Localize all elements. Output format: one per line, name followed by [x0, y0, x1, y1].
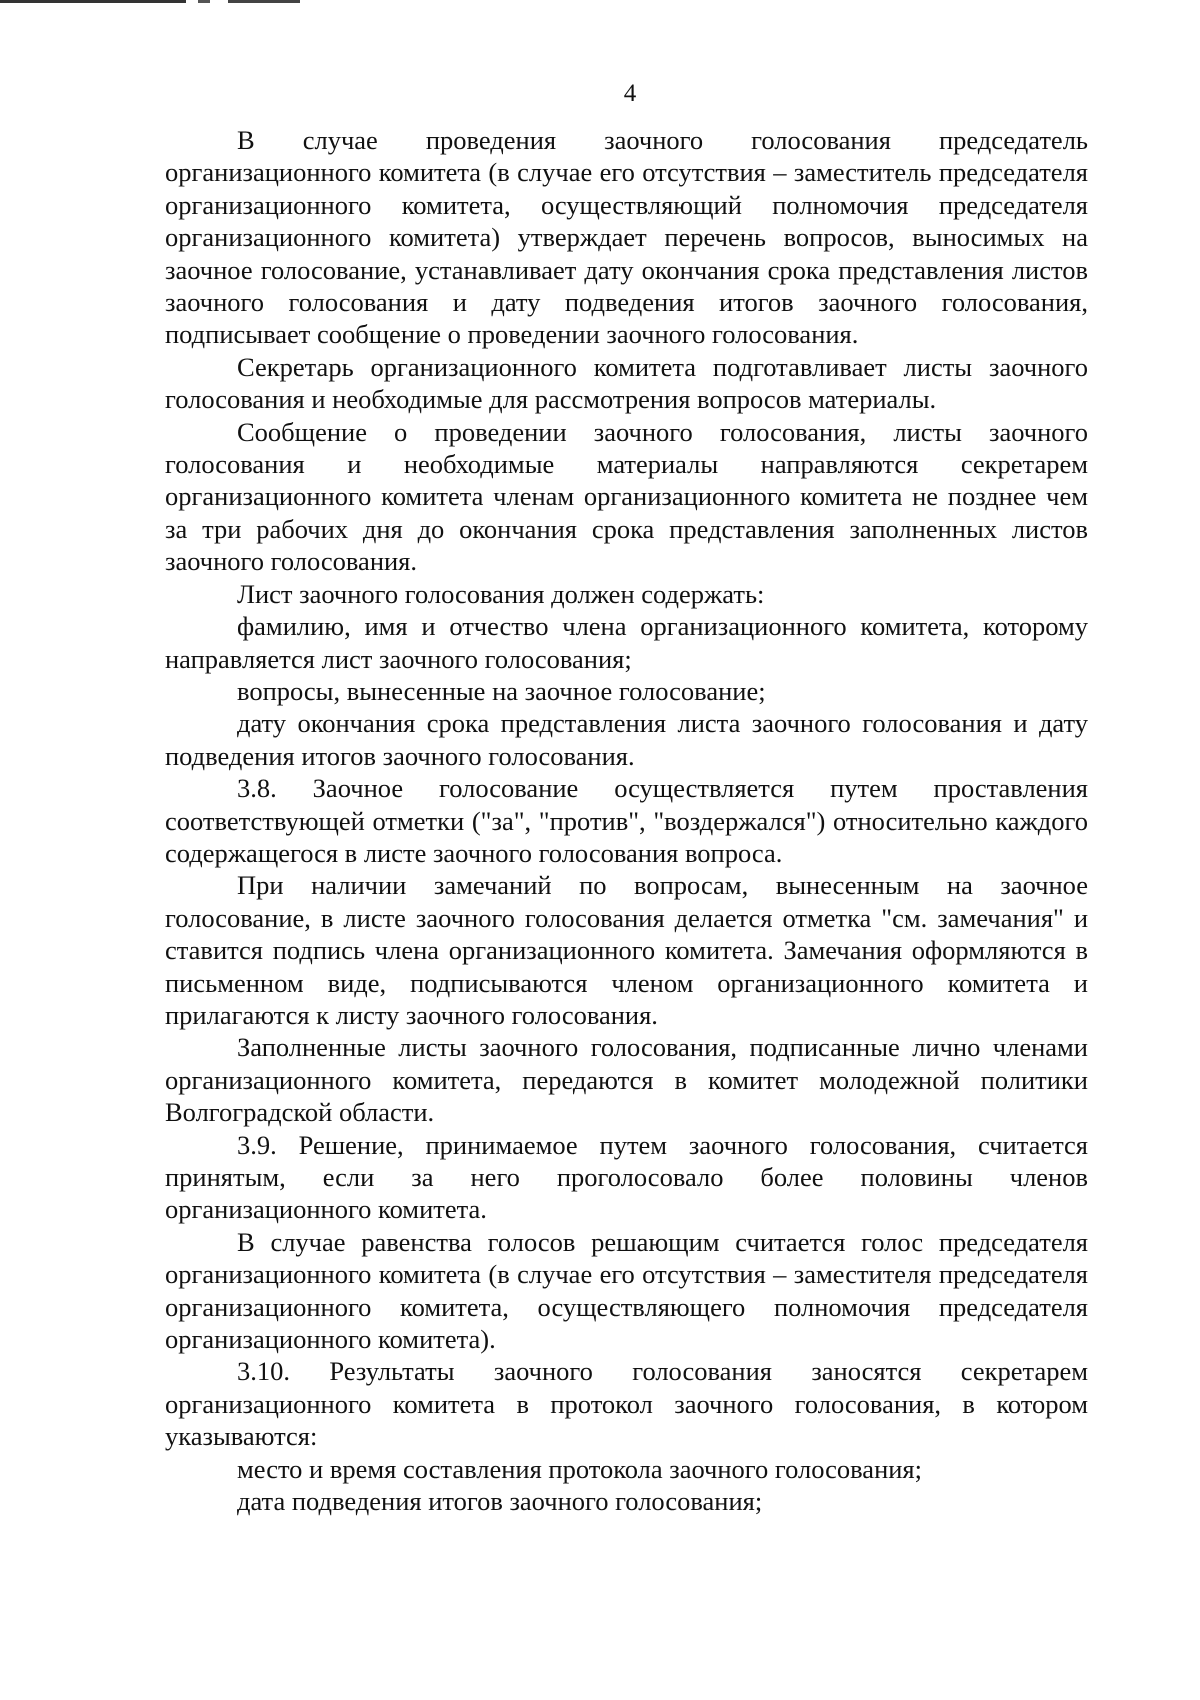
page-number: 4: [623, 80, 637, 107]
paragraph-filled-ballots: Заполненные листы заочного голосования, подписанные лично членами организационного комитета, передаются в комитет молодежной политики Волгоградской области.: [165, 1032, 1088, 1128]
paragraph-ballot-dates: дату окончания срока представления листа заочного голосования и дату подведения итогов заочного голосования.: [165, 708, 1088, 771]
paragraph-protocol-place-time: место и время составления протокола заочного голосования;: [237, 1453, 922, 1484]
paragraph-notice-sending: Сообщение о проведении заочного голосования, листы заочного голосования и необходимые материалы направляются секретарем организационного комитета членам организационного комитета не позднее чем за три рабочих дня до окончания срока представления заполненных листов заочного голосования.: [165, 416, 1088, 577]
paragraph-3-10: 3.10. Результаты заочного голосования заносятся секретарем организационного комитета в протокол заочного голосования, в котором указываются:: [165, 1356, 1088, 1452]
paragraph-3-8: 3.8. Заочное голосование осуществляется путем проставления соответствующей отметки ("за", "против", "воздержался") относительно каждого содержащегося в листе заочного голосования вопроса.: [165, 773, 1088, 868]
paragraph-ballot-contents: Лист заочного голосования должен содержать:: [237, 578, 765, 609]
paragraph-3-9: 3.9. Решение, принимаемое путем заочного голосования, считается принятым, если за него проголосовало более половины членов организационного комитета.: [165, 1129, 1088, 1225]
paragraph-absentee-vote-chair: В случае проведения заочного голосования председатель организационного комитета (в случае его отсутствия – заместитель председателя организационного комитета, осуществляющий полномочия председателя организационного комитета) утверждает перечень вопросов, выносимых на заочное голосование, устанавливает дату окончания срока представления листов заочного голосования и дату подведения итогов заочного голосования, подписывает сообщение о проведении заочного голосования.: [165, 125, 1088, 350]
paragraph-ballot-questions: вопросы, вынесенные на заочное голосование;: [237, 675, 766, 706]
paragraph-remarks: При наличии замечаний по вопросам, вынесенным на заочное голосование, в листе заочного голосования делается отметка "см. замечания" и ставится подпись члена организационного комитета. Замечания оформляются в письменном виде, подписываются членом организационного комитета и прилагаются к листу заочного голосования.: [165, 870, 1088, 1030]
paragraph-secretary-prepares: Секретарь организационного комитета подготавливает листы заочного голосования и необходимые для рассмотрения вопросов материалы.: [165, 351, 1088, 415]
paragraph-tie-vote: В случае равенства голосов решающим считается голос председателя организационного комитета (в случае его отсутствия – заместителя председателя организационного комитета, осуществляющего полномочия председателя организационного комитета).: [165, 1226, 1088, 1355]
document-body: [165, 124, 1088, 1517]
paragraph-protocol-date: дата подведения итогов заочного голосования;: [237, 1486, 763, 1517]
paragraph-ballot-fullname: фамилию, имя и отчество члена организационного комитета, которому направляется лист заочного голосования;: [165, 611, 1088, 674]
scan-edge-mark: [0, 0, 300, 3]
